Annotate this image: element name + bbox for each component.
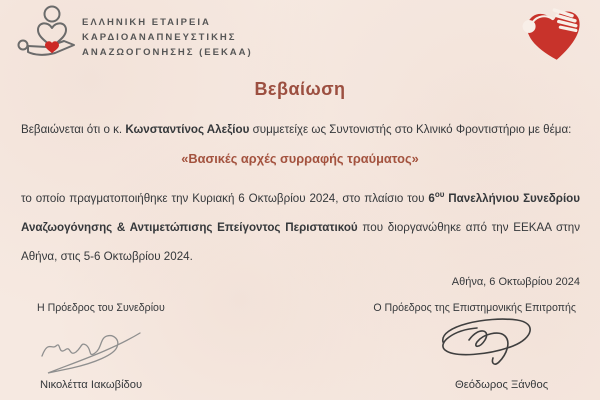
right-signatory-name: Θεόδωρος Ξάνθος [455, 379, 549, 391]
left-signatory-name: Νικολέττα Ιακωβίδου [40, 379, 143, 391]
left-signature [28, 316, 168, 378]
workshop-title: «Βασικές αρχές συρραφής τραύματος» [181, 151, 419, 166]
participant-name: Κωνσταντίνος Αλεξίου [125, 123, 250, 136]
org-line-1: ΕΛΛΗΝΙΚΗ ΕΤΑΙΡΕΙΑ [82, 17, 211, 28]
issue-date: Αθήνα, 6 Οκτωβρίου 2024 [451, 276, 580, 288]
para-end: που διοργανώθηκε από την ΕΕΚΑΑ στην Αθήνα, στις 5-6 Οκτωβρίου 2024. [21, 221, 581, 263]
ordinal-number: 6 [428, 192, 435, 205]
certificate-title: Βεβαίωση [254, 79, 346, 99]
org-line-2: ΚΑΡΔΙΟΑΝΑΠΝΕΥΣΤΙΚΗΣ [82, 32, 237, 43]
main-paragraph [21, 184, 580, 271]
org-line-3: ΑΝΑΖΩΟΓΟΝΗΣΗΣ (ΕΕΚΑΑ) [82, 47, 253, 58]
intro-prefix: Βεβαιώνεται ότι ο κ. [21, 123, 126, 136]
right-signature [425, 310, 550, 376]
para-start: το οποίο πραγματοποιήθηκε την Κυριακή 6 Οκτωβρίου 2024, στο πλαίσιο του [21, 192, 429, 205]
organization-name [82, 15, 253, 60]
ordinal-suffix: ου [434, 190, 445, 200]
intro-line [21, 122, 582, 138]
cpr-figure-logo [16, 4, 78, 64]
left-signatory-role: Η Πρόεδρος του Συνεδρίου [37, 302, 165, 314]
right-signatory-role: Ο Πρόεδρος της Επιστημονικής Επιτροπής [373, 302, 576, 314]
heart-hands-logo [516, 2, 590, 66]
intro-suffix: συμμετείχε ως Συντονιστής στο Κλινικό Φροντιστήριο με θέμα: [249, 123, 572, 136]
congress-name: Πανελλήνιου Συνεδρίου Αναζωογόνησης & Αντιμετώπισης Επείγοντος Περιστατικού [21, 192, 580, 234]
